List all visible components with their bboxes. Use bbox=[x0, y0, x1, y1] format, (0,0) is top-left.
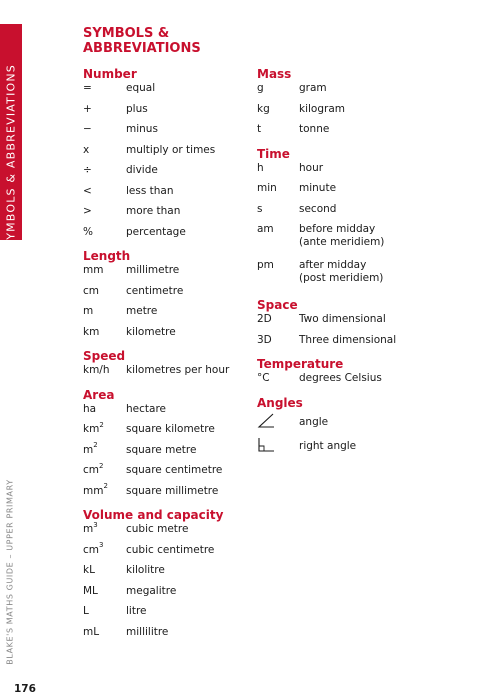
symbol: cm bbox=[83, 284, 100, 297]
table-row bbox=[83, 626, 253, 647]
meaning: more than bbox=[126, 205, 181, 217]
meaning: second bbox=[299, 202, 337, 215]
symbol: s bbox=[257, 202, 263, 215]
symbol: < bbox=[83, 184, 92, 197]
meaning: square centimetre bbox=[126, 464, 223, 476]
meaning: percentage bbox=[126, 225, 186, 238]
table-row bbox=[83, 541, 253, 565]
table-row bbox=[257, 203, 487, 224]
table-row bbox=[83, 441, 253, 465]
section-heading: Time bbox=[257, 146, 290, 161]
meaning: hour bbox=[299, 161, 324, 174]
table-row bbox=[257, 259, 487, 295]
left-column bbox=[83, 64, 253, 646]
symbol: mL bbox=[83, 625, 100, 638]
table-row bbox=[257, 223, 487, 259]
table-row bbox=[257, 162, 487, 183]
meaning: square kilometre bbox=[126, 423, 215, 435]
table-row bbox=[83, 482, 253, 506]
table-row bbox=[257, 411, 487, 435]
symbol: $cm^2$ bbox=[83, 461, 104, 476]
section-temperature bbox=[257, 357, 487, 393]
symbol: am bbox=[257, 223, 274, 235]
symbol: °C bbox=[257, 372, 270, 384]
right-angle-icon bbox=[257, 437, 275, 453]
symbol: 2D bbox=[257, 313, 272, 325]
meaning: tonne bbox=[299, 123, 330, 135]
page-title bbox=[83, 26, 253, 56]
symbol: kL bbox=[83, 564, 95, 576]
symbol: % bbox=[83, 225, 93, 238]
meaning: square metre bbox=[126, 443, 197, 456]
section-heading: Mass bbox=[257, 67, 292, 81]
meaning: divide bbox=[126, 164, 158, 176]
meaning: kilolitre bbox=[126, 564, 165, 576]
table-row bbox=[257, 313, 487, 334]
symbol: mm bbox=[83, 264, 104, 276]
meaning: kilometre bbox=[126, 325, 176, 338]
table-row bbox=[83, 185, 253, 206]
table-row bbox=[83, 226, 253, 247]
section-heading: Volume and capacity bbox=[83, 508, 224, 522]
meaning: right angle bbox=[299, 440, 357, 452]
symbol: min bbox=[257, 182, 277, 194]
symbol: ML bbox=[83, 584, 98, 597]
meaning: multiply or times bbox=[126, 143, 216, 156]
symbol: m bbox=[83, 305, 94, 317]
section-heading: Temperature bbox=[257, 357, 344, 371]
right-column bbox=[257, 64, 487, 459]
meaning: after midday (post meridiem) bbox=[299, 259, 384, 284]
section-heading: Space bbox=[257, 298, 298, 312]
section-speed bbox=[83, 349, 253, 385]
meaning: angle bbox=[299, 416, 329, 428]
meaning: millimetre bbox=[126, 264, 180, 276]
section-length bbox=[83, 249, 253, 346]
meaning: square millimetre bbox=[126, 484, 219, 497]
symbol bbox=[257, 437, 299, 457]
meaning: kilogram bbox=[299, 102, 345, 115]
symbol bbox=[257, 413, 299, 433]
table-row bbox=[257, 82, 487, 103]
meaning: before midday (ante meridiem) bbox=[299, 223, 385, 248]
table-row bbox=[83, 605, 253, 626]
table-row bbox=[83, 264, 253, 285]
section-number bbox=[83, 67, 253, 246]
table-row bbox=[83, 82, 253, 103]
section-heading: Number bbox=[83, 67, 137, 81]
section-heading: Speed bbox=[83, 349, 126, 363]
section-volume bbox=[83, 508, 253, 646]
side-tab bbox=[0, 24, 22, 248]
symbol: h bbox=[257, 161, 264, 174]
table-row bbox=[83, 164, 253, 185]
table-row bbox=[257, 435, 487, 459]
section-area bbox=[83, 388, 253, 506]
table-row bbox=[83, 364, 253, 385]
meaning: litre bbox=[126, 605, 147, 617]
symbol: g bbox=[257, 82, 264, 94]
meaning: gram bbox=[299, 82, 327, 94]
table-row bbox=[257, 182, 487, 203]
symbol: pm bbox=[257, 259, 274, 271]
meaning: kilometres per hour bbox=[126, 364, 230, 376]
table-row bbox=[83, 205, 253, 226]
table-row bbox=[83, 123, 253, 144]
meaning: millilitre bbox=[126, 625, 169, 638]
meaning: degrees Celsius bbox=[299, 372, 382, 384]
section-heading: Area bbox=[83, 387, 115, 402]
symbol: $m^3$ bbox=[83, 520, 98, 535]
table-row bbox=[83, 103, 253, 124]
meaning: less than bbox=[126, 184, 174, 197]
symbol: = bbox=[83, 82, 92, 94]
symbol: kg bbox=[257, 102, 270, 115]
symbol: − bbox=[83, 123, 92, 135]
symbol: ÷ bbox=[83, 164, 92, 176]
side-footer-label: BLAKE'S MATHS GUIDE – UPPER PRIMARY bbox=[5, 479, 15, 665]
page-title-line2: ABBREVIATIONS bbox=[83, 41, 201, 56]
symbol: 3D bbox=[257, 333, 272, 346]
table-row bbox=[83, 144, 253, 165]
meaning: plus bbox=[126, 102, 148, 115]
meaning: equal bbox=[126, 82, 156, 94]
section-heading: Length bbox=[83, 249, 131, 263]
meaning: centimetre bbox=[126, 284, 184, 297]
angle-icon bbox=[257, 413, 275, 429]
meaning: metre bbox=[126, 305, 158, 317]
table-row bbox=[83, 305, 253, 326]
meaning: minus bbox=[126, 123, 158, 135]
side-tab-label: SYMBOLS & ABBREVIATIONS bbox=[4, 64, 18, 248]
section-heading: Angles bbox=[257, 395, 303, 410]
page-number: 176 bbox=[14, 683, 36, 695]
table-row bbox=[257, 103, 487, 124]
symbol: km/h bbox=[83, 364, 110, 376]
meaning: Three dimensional bbox=[299, 333, 397, 346]
section-mass bbox=[257, 67, 487, 144]
section-time bbox=[257, 147, 487, 296]
symbol: $mm^2$ bbox=[83, 482, 108, 497]
symbol: ha bbox=[83, 402, 97, 415]
meaning: hectare bbox=[126, 402, 166, 415]
table-row bbox=[83, 420, 253, 444]
table-row bbox=[257, 334, 487, 355]
meaning: megalitre bbox=[126, 584, 177, 597]
section-angles bbox=[257, 396, 487, 459]
table-row bbox=[257, 123, 487, 144]
table-row bbox=[83, 326, 253, 347]
page-title-line1: SYMBOLS & bbox=[83, 26, 170, 41]
table-row bbox=[83, 585, 253, 606]
table-row bbox=[83, 285, 253, 306]
symbol: $km^2$ bbox=[83, 420, 104, 435]
meaning: minute bbox=[299, 182, 337, 194]
symbol: + bbox=[83, 102, 92, 115]
meaning: cubic centimetre bbox=[126, 543, 215, 556]
symbol: L bbox=[83, 605, 89, 617]
symbol: $m^2$ bbox=[83, 441, 98, 456]
table-row bbox=[83, 520, 253, 544]
meaning: cubic metre bbox=[126, 523, 189, 535]
table-row bbox=[83, 461, 253, 485]
table-row bbox=[257, 372, 487, 393]
section-space bbox=[257, 298, 487, 354]
symbol: > bbox=[83, 205, 92, 217]
symbol: $cm^3$ bbox=[83, 541, 104, 556]
table-row bbox=[83, 564, 253, 585]
table-row bbox=[83, 403, 253, 424]
meaning: Two dimensional bbox=[299, 313, 386, 325]
symbol: t bbox=[257, 123, 262, 135]
symbol: x bbox=[83, 143, 90, 156]
symbol: km bbox=[83, 325, 100, 338]
